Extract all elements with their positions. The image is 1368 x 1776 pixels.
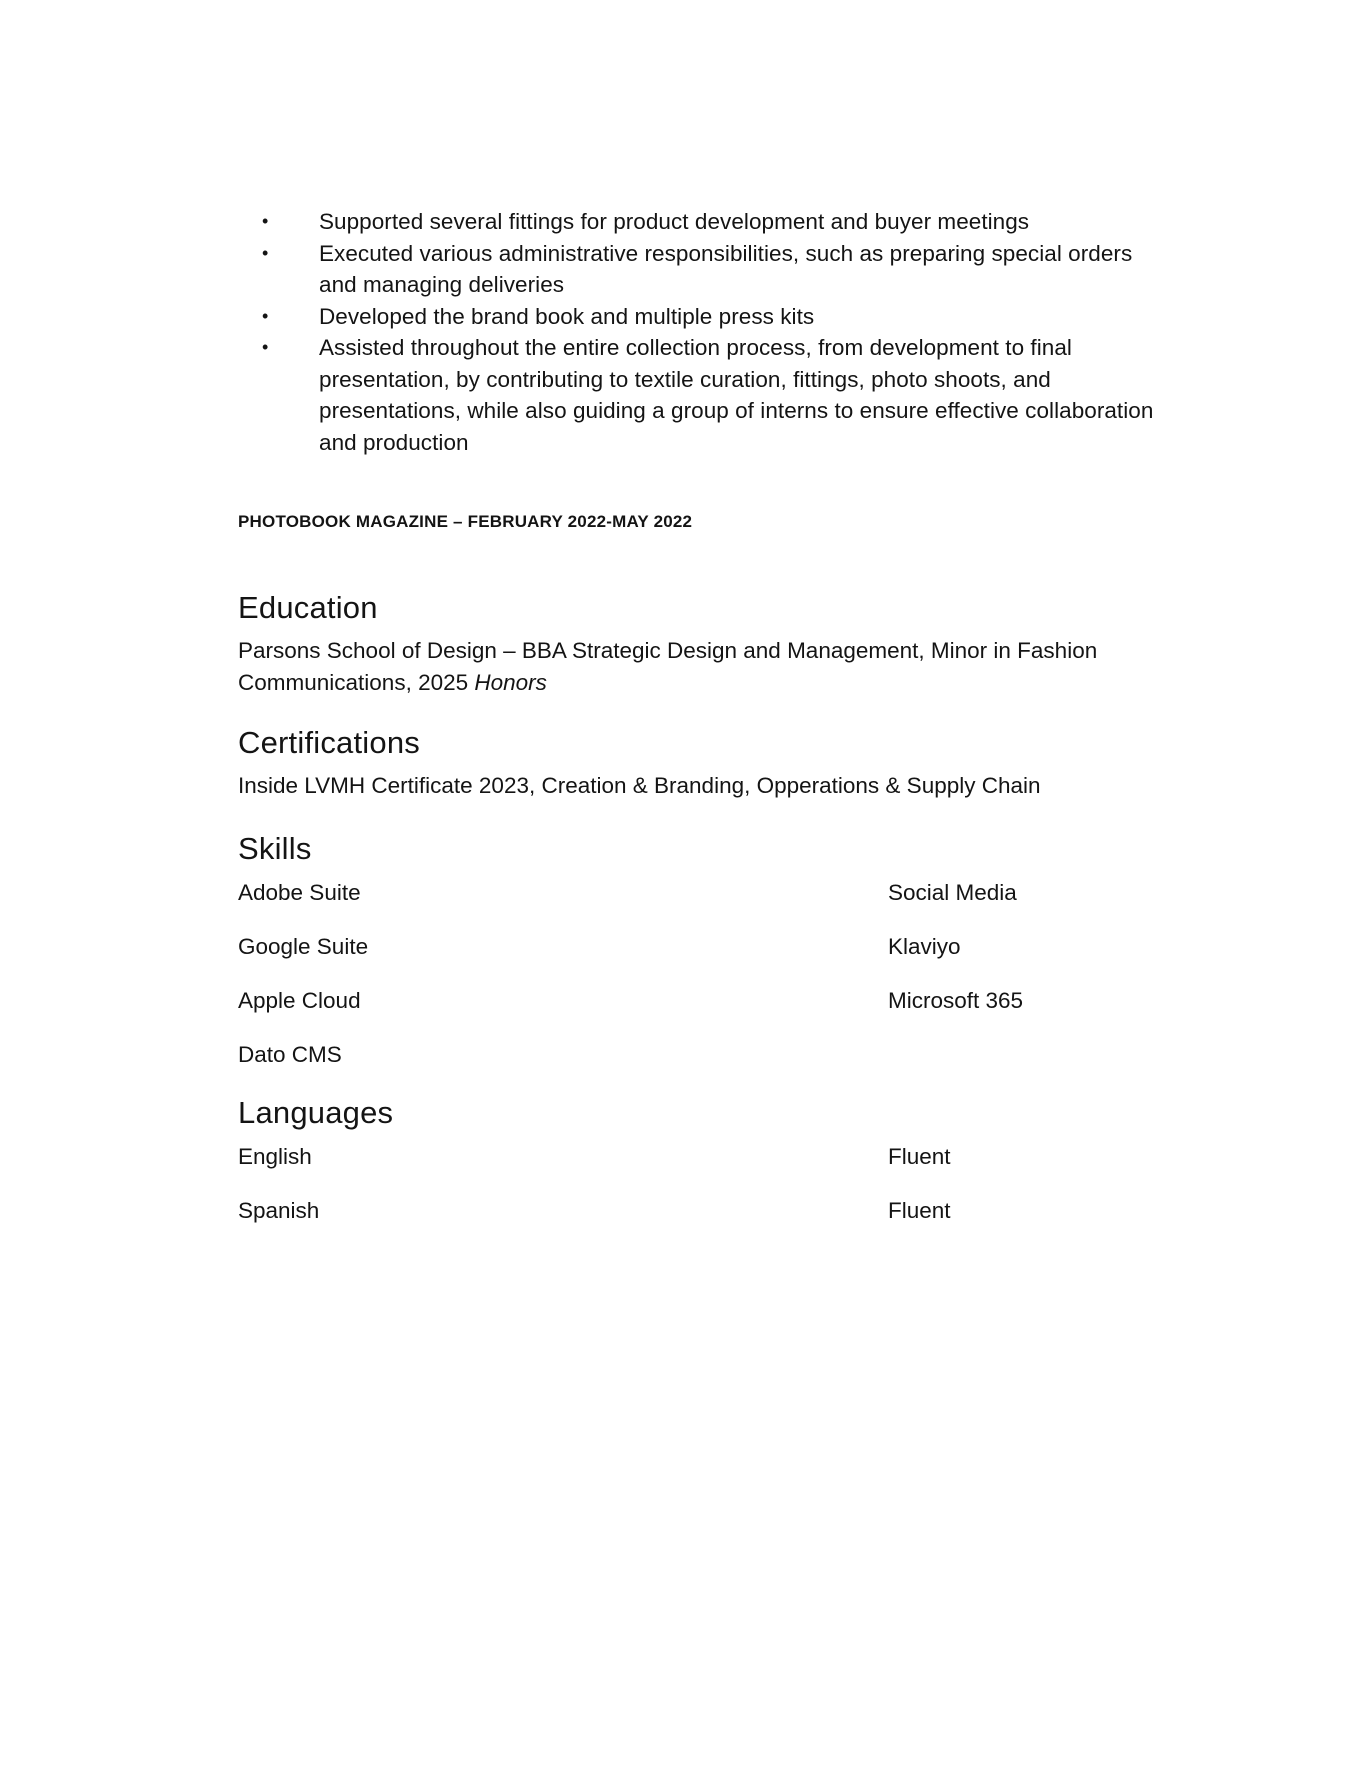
experience-bullet-text: Developed the brand book and multiple press kits bbox=[319, 303, 815, 329]
skill-item: Microsoft 365 bbox=[888, 987, 1024, 1013]
education-honors: Honors bbox=[474, 669, 547, 695]
skill-item: Social Media bbox=[888, 879, 1017, 905]
experience-bullet-text: Supported several fittings for product development and buyer meetings bbox=[319, 209, 1030, 234]
skills-grid bbox=[238, 877, 1158, 1070]
experience-bullet bbox=[238, 301, 1158, 333]
education-heading: Education bbox=[238, 590, 378, 625]
skills-heading: Skills bbox=[238, 830, 312, 866]
experience-bullet-list bbox=[238, 206, 1158, 458]
experience-bullet bbox=[238, 206, 1158, 238]
language-level: Fluent bbox=[888, 1197, 951, 1223]
experience-bullet bbox=[238, 332, 1158, 458]
experience-bullet-text: Assisted throughout the entire collection process, from development to final presentation, by contributing to textile curation, fittings, photo shoots, and presentations, while also guiding a group of interns to ensure effective collaboration and production bbox=[319, 335, 1154, 455]
education-degree: Parsons School of Design – BBA Strategic Design and Management, Minor in Fashion Communications, 2025 bbox=[238, 638, 1098, 695]
language-level: Fluent bbox=[888, 1143, 951, 1169]
certifications-heading: Certifications bbox=[238, 725, 420, 760]
skill-item-empty bbox=[888, 1039, 1158, 1070]
skill-item: Adobe Suite bbox=[238, 879, 361, 905]
language-name: English bbox=[238, 1143, 312, 1169]
languages-grid bbox=[238, 1141, 1158, 1226]
job-heading-photobook: PHOTOBOOK MAGAZINE – FEBRUARY 2022-MAY 2022 bbox=[238, 512, 693, 531]
bullet-icon: • bbox=[262, 305, 269, 326]
skill-item: Google Suite bbox=[238, 933, 369, 959]
bullet-icon: • bbox=[262, 211, 269, 231]
bullet-icon: • bbox=[262, 242, 269, 263]
skill-item: Klaviyo bbox=[888, 933, 961, 959]
skill-item: Dato CMS bbox=[238, 1041, 342, 1067]
skill-item: Apple Cloud bbox=[238, 987, 361, 1013]
language-name: Spanish bbox=[238, 1197, 320, 1223]
languages-heading: Languages bbox=[238, 1094, 394, 1130]
certifications-text: Inside LVMH Certificate 2023, Creation & Branding, Opperations & Supply Chain bbox=[238, 773, 1041, 798]
resume-content bbox=[238, 206, 1158, 1226]
education-text bbox=[238, 635, 1158, 698]
bullet-icon: • bbox=[262, 337, 269, 357]
experience-bullet bbox=[238, 238, 1158, 301]
experience-bullet-text: Executed various administrative responsibilities, such as preparing special orders and managing deliveries bbox=[319, 240, 1133, 297]
